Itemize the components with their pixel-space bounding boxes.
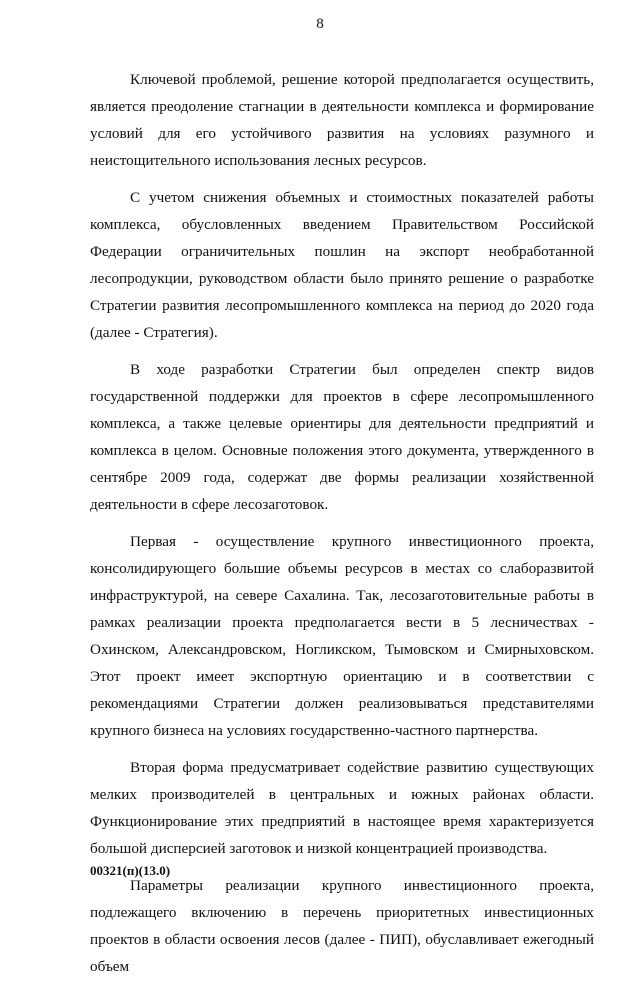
paragraph-key-problem: Ключевой проблемой, решение которой предполагается осуществить, является преодоление стагнации в деятельности комплекса и формирование условий для его устойчивого развития на условиях разумного и неистощительного использования лесных ресурсов. xyxy=(90,71,594,169)
body-text xyxy=(90,66,594,990)
paragraph-second-form: Вторая форма предусматривает содействие развитию существующих мелких производителей в центральных и южных районах области. Функционирование этих предприятий в настоящее время характеризуется большой дисперсией заготовок и низкой концентрацией производства. xyxy=(90,759,594,857)
page-number: 8 xyxy=(316,16,324,32)
paragraph-strategy-development: В ходе разработки Стратегии был определен спектр видов государственной поддержки для проектов в сфере лесопромышленного комплекса, а также целевые ориентиры для деятельности предприятий и комплекса в целом. Основные положения этого документа, утвержденного в сентябре 2009 года, содержат две формы реализации хозяйственной деятельности в сфере лесозаготовок. xyxy=(90,361,594,513)
paragraph-project-parameters: Параметры реализации крупного инвестиционного проекта, подлежащего включению в перечень приоритетных инвестиционных проектов в области освоения лесов (далее - ПИП), обуславливает ежегодный объем xyxy=(90,877,594,975)
document-code: 00321(п)(13.0) xyxy=(90,863,171,878)
paragraph-strategy-decision: С учетом снижения объемных и стоимостных показателей работы комплекса, обусловленных введением Правительством Российской Федерации ограничительных пошлин на экспорт необработанной лесопродукции, руководством области было принято решение о разработке Стратегии развития лесопромышленного комплекса на период до 2020 года (далее - Стратегия). xyxy=(90,189,594,341)
paragraph-first-form: Первая - осуществление крупного инвестиционного проекта, консолидирующего большие объемы ресурсов в местах со слаборазвитой инфраструктурой, на севере Сахалина. Так, лесозаготовительные работы в рамках реализации проекта предполагается вести в 5 лесничествах - Охинском, Александровском, Ногликском, Тымовском и Смирныховском. Этот проект имеет экспортную ориентацию и в соответствии с рекомендациями Стратегии должен реализовываться представителями крупного бизнеса на условиях государственно-частного партнерства. xyxy=(90,533,594,739)
